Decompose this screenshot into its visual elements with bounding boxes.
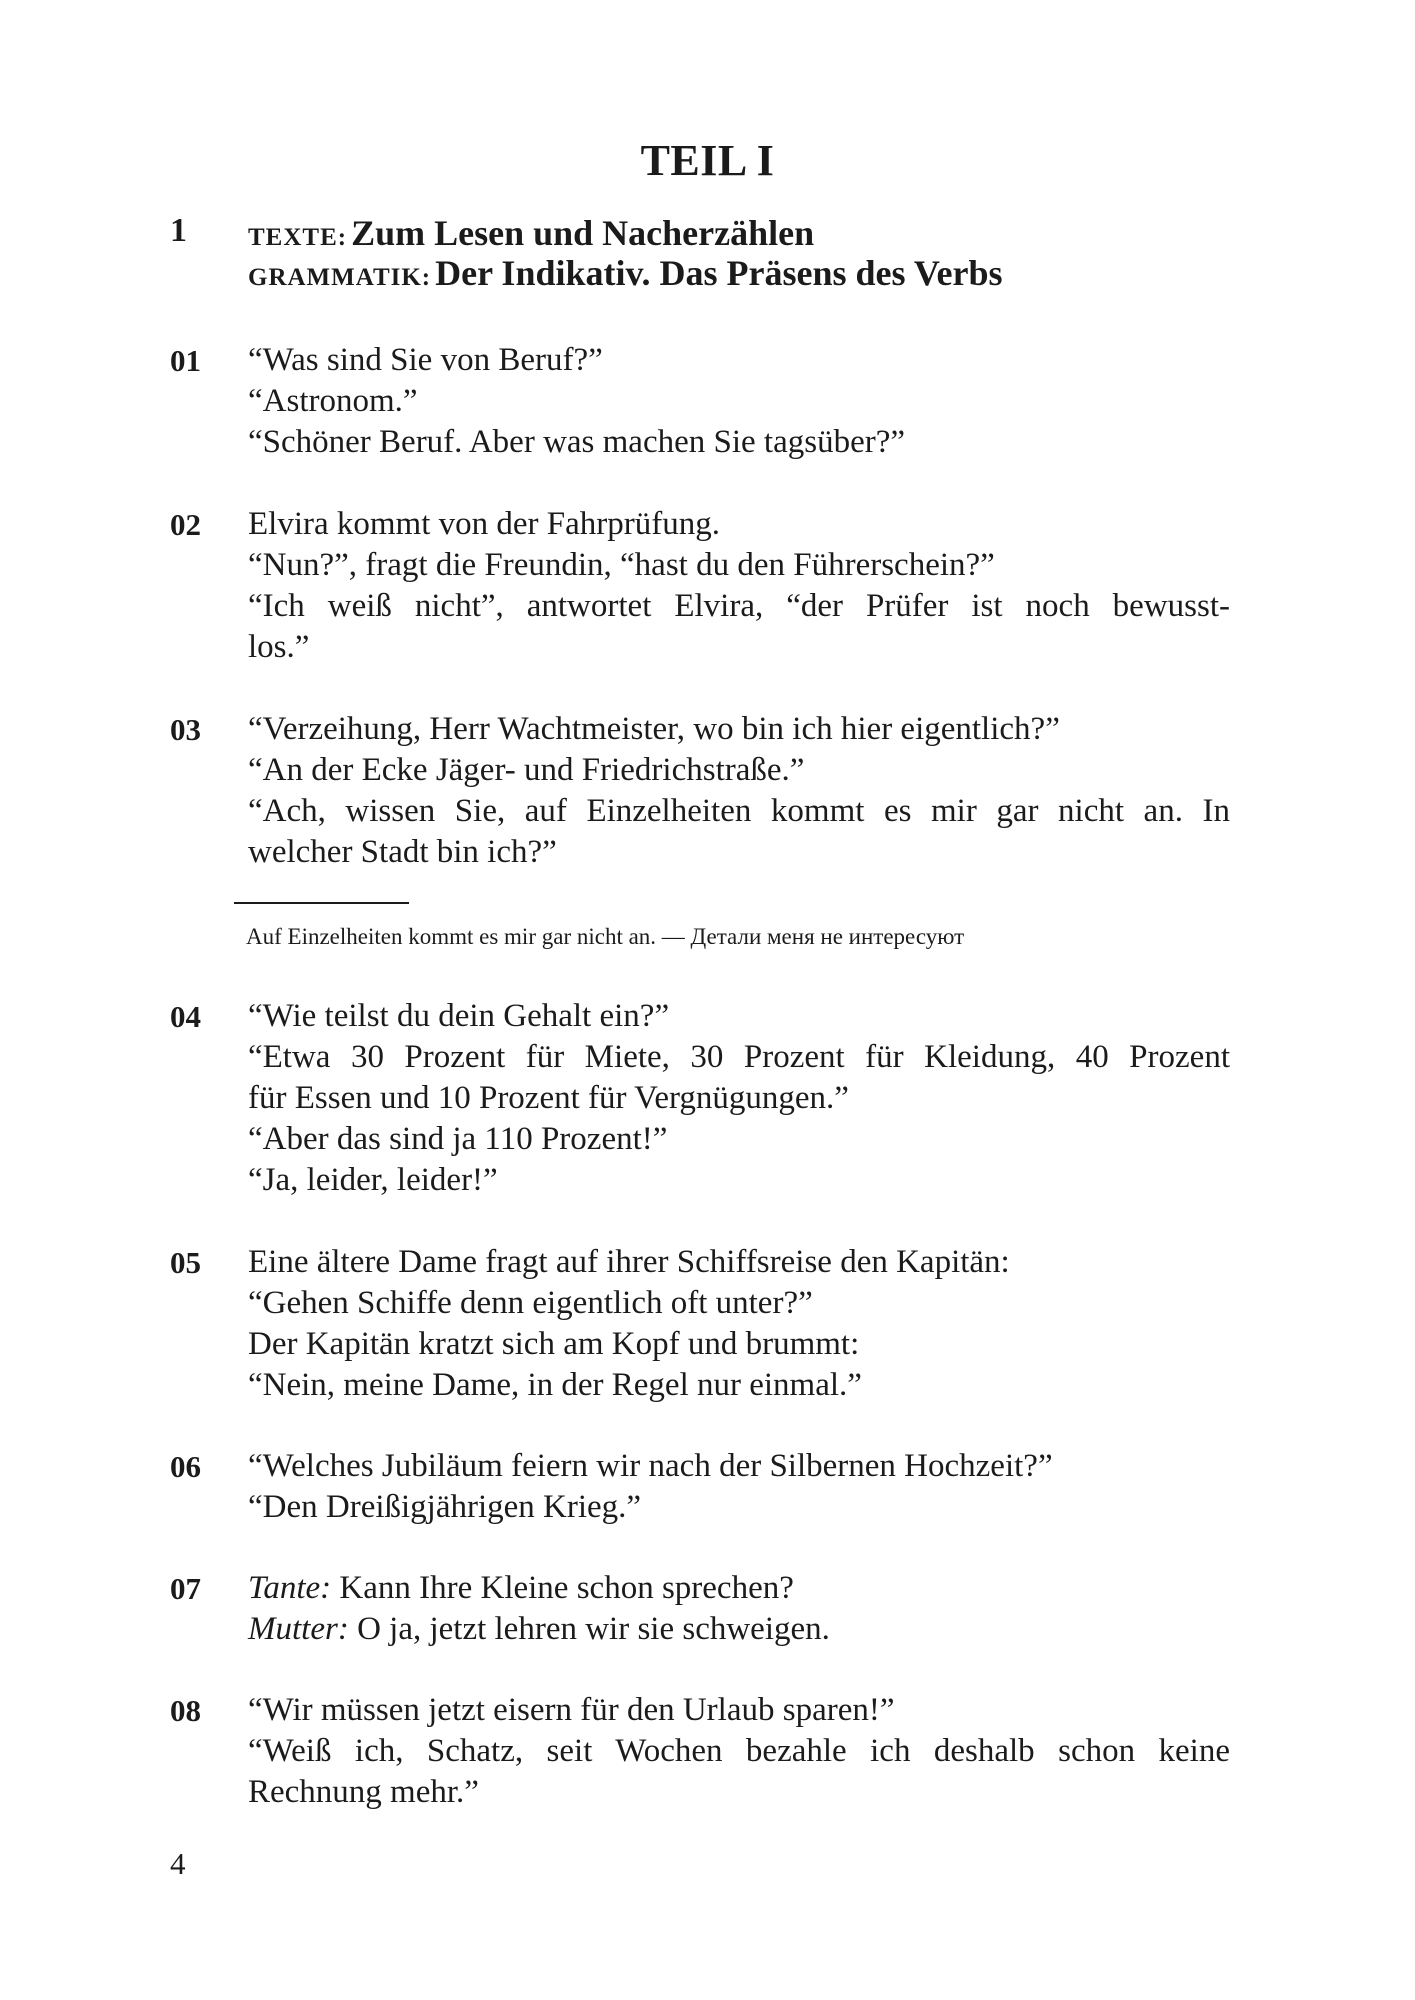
item-line: Rechnung mehr.” [248,1774,479,1810]
item-line: “Welches Jubiläum feiern wir nach der Silbernen Hochzeit?” [248,1448,1053,1484]
item-line: “Wir müssen jetzt eisern für den Urlaub sparen!” [248,1692,895,1728]
dialogue-line [248,1609,1230,1650]
item-line: “Ja, leider, leider!” [248,1162,498,1198]
text-item-06 [170,1446,1230,1528]
item-number: 05 [170,1245,201,1280]
item-line: “Weiß ich, Schatz, seit Wochen bezahle ich deshalb schon keine [248,1733,1230,1769]
speaker-mother: Mutter: [248,1611,349,1647]
item-number: 02 [170,507,201,542]
grammar-value: Der Indikativ. Das Präsens des Verbs [435,253,1003,293]
item-number: 07 [170,1571,201,1606]
item-number: 08 [170,1693,201,1728]
item-line: “Wie teilst du dein Gehalt ein?” [248,998,670,1034]
item-line: “Ach, wissen Sie, auf Einzelheiten kommt es mir gar nicht an. In [248,793,1230,829]
item-line: “Schöner Beruf. Aber was machen Sie tagsüber?” [248,424,906,460]
footnote-rule [234,902,409,904]
item-line: “Gehen Schiffe denn eigentlich oft unter?” [248,1285,813,1321]
item-line: Der Kapitän kratzt sich am Kopf und brummt: [248,1326,860,1362]
item-line: “Astronom.” [248,383,418,419]
item-body [248,1446,1230,1528]
item-line: “Ich weiß nicht”, antwortet Elvira, “der Prüfer ist noch bewusst- [248,588,1230,624]
item-line: “Den Dreißigjährigen Krieg.” [248,1489,642,1525]
item-line: Elvira kommt von der Fahrprüfung. [248,506,720,542]
texts-label: TEXTE: [248,224,348,251]
grammar-label: GRAMMATIK: [248,264,432,291]
item-number: 03 [170,712,201,747]
dialogue-text: O ja, jetzt lehren wir sie schweigen. [357,1611,830,1647]
grammar-line [248,252,1003,294]
item-number: 01 [170,343,201,378]
item-line: für Essen und 10 Prozent für Vergnügungen.” [248,1080,849,1116]
text-item-07 [170,1568,1230,1650]
text-item-05 [170,1242,1230,1406]
text-item-01 [170,340,1230,463]
item-line: los.” [248,629,310,665]
part-title: TEIL I [640,136,775,185]
text-item-04 [170,996,1230,1201]
item-line: “An der Ecke Jäger- und Friedrichstraße.” [248,752,805,788]
text-item-03 [170,709,1230,873]
item-body [248,996,1230,1201]
item-body [248,504,1230,668]
item-line: “Was sind Sie von Beruf?” [248,342,603,378]
item-number: 04 [170,999,201,1034]
item-line: “Aber das sind ja 110 Prozent!” [248,1121,668,1157]
item-line: “Nun?”, fragt die Freundin, “hast du den Führerschein?” [248,547,995,583]
item-line: “Verzeihung, Herr Wachtmeister, wo bin ich hier eigentlich?” [248,711,1060,747]
text-item-08 [170,1690,1230,1813]
item-body [248,1242,1230,1406]
texts-value: Zum Lesen und Nacherzählen [351,213,815,253]
item-body [248,709,1230,873]
chapter-number: 1 [170,212,187,249]
item-line: “Etwa 30 Prozent für Miete, 30 Prozent für Kleidung, 40 Prozent [248,1039,1230,1075]
texts-line [248,212,814,254]
item-body [248,1568,1230,1650]
page-number: 4 [170,1846,186,1881]
item-line: Eine ältere Dame fragt auf ihrer Schiffsreise den Kapitän: [248,1244,1010,1280]
item-body [248,1690,1230,1813]
speaker-aunt: Tante: [248,1570,332,1606]
item-number: 06 [170,1449,201,1484]
item-line: “Nein, meine Dame, in der Regel nur einmal.” [248,1367,862,1403]
item-body [248,340,1230,463]
dialogue-text: Kann Ihre Kleine schon sprechen? [339,1570,794,1606]
dialogue-line [248,1568,1230,1609]
text-item-02 [170,504,1230,668]
item-line: welcher Stadt bin ich?” [248,834,557,870]
footnote: Auf Einzelheiten kommt es mir gar nicht an. — Детали меня не интересуют [246,924,965,949]
